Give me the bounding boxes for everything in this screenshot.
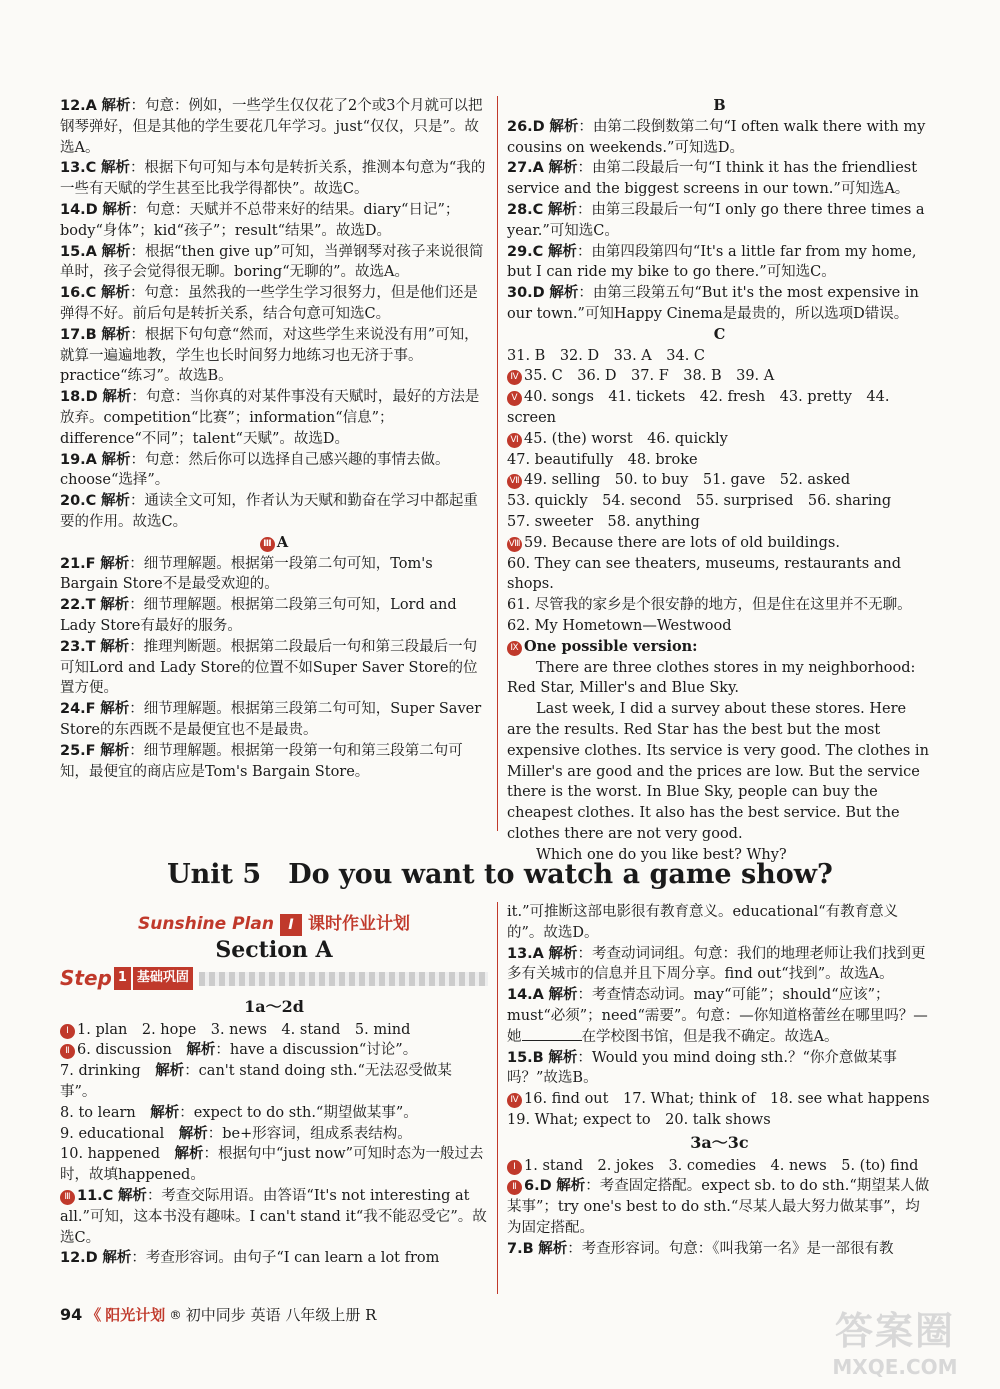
watermark-logo [820, 1300, 970, 1379]
answer-item [507, 554, 932, 596]
answer-text: 1. stand 2. jokes 3. comedies 4. news 5. (to) find [524, 1157, 919, 1174]
column-bottom-left [60, 912, 488, 1269]
explanation-label: 解析 [100, 596, 130, 614]
answer-item [60, 325, 488, 387]
subsection-title: 3a～3c [690, 1132, 749, 1152]
answer-item [507, 387, 932, 429]
section-heading [60, 533, 488, 554]
answer-text: ：根据句中“just now”可知时态为一般过去时，故填happened。 [60, 1146, 484, 1184]
answer-item [60, 1124, 488, 1145]
answer-item [507, 902, 932, 944]
answer-text: it.”可推断这部电影很有教育意义。educational“有教育意义的”。故选D。 [507, 904, 899, 941]
essay-paragraph: There are three clothes stores in my neighborhood: Red Star, Miller's and Blue Sky. [507, 659, 916, 697]
step-number: 1 [114, 967, 131, 990]
roman-badge: Ⅰ [60, 1024, 75, 1039]
answer-number: 14.A [507, 987, 544, 1004]
roman-badge: Ⅱ [507, 1180, 522, 1195]
answer-number: 18.D [60, 389, 98, 406]
section-label: B [713, 97, 726, 114]
roman-badge: Ⅲ [260, 537, 275, 552]
answer-item [60, 158, 488, 200]
answer-number: 15.B [507, 1049, 544, 1066]
roman-badge: Ⅷ [507, 537, 522, 552]
explanation-label: 解析 [100, 741, 130, 759]
answer-text: ：根据下句句意“然而，对这些学生来说没有用”可知，就算一遍遍地教，学生也长时间努力地练习也无济于事。practice“练习”。故选B。 [60, 326, 479, 385]
explanation-label: 解析 [102, 200, 132, 218]
answer-item [507, 533, 932, 554]
answer-number: 25.F [60, 742, 96, 759]
answer-item [60, 699, 488, 741]
answer-number: 13.C [60, 160, 97, 177]
answer-text: 47. beautifully 48. broke [507, 451, 698, 468]
answer-number: 13.A [507, 945, 544, 962]
answer-item [507, 616, 932, 637]
answer-number: 19.A [60, 451, 97, 468]
answer-item [60, 595, 488, 637]
brand-name: 阳光计划 [105, 1306, 166, 1324]
answer-text: 9. educational [60, 1125, 179, 1142]
answer-text: ：考查交际用语。由答语“It's not interesting at all.”可知，这本书没有趣味。I can't stand it“我不能忍受它”。故选C。 [60, 1187, 487, 1246]
answer-item [507, 283, 932, 325]
answer-text: 16. find out 17. What; think of 18. see what happens [524, 1091, 930, 1108]
answer-text: ：由第二段最后一句“I think it has the friendliest service and the biggest screens in our town.”可知选A。 [507, 160, 918, 198]
answer-text: 59. Because there are lots of old buildings. [524, 534, 840, 551]
chevron-icon: 《 [86, 1306, 102, 1324]
answer-item [507, 470, 932, 491]
answer-item [507, 595, 932, 616]
explanation-label: 解析 [100, 637, 130, 655]
answer-text: ：由第二段倒数第二句“I often walk there with my cousins on weekends.”可知选D。 [507, 118, 926, 156]
answer-text: ：考查形容词。由句子“I can learn a lot from [131, 1250, 440, 1267]
plan-mark: I [280, 914, 302, 936]
section-label: C [713, 325, 726, 343]
answer-text: ：Would you mind doing sth.？“你介意做某事吗？”故选B。 [507, 1049, 897, 1087]
book-info: 初中同步 英语 八年级上册 R [185, 1306, 377, 1324]
plan-chinese: 课时作业计划 [307, 914, 410, 934]
watermark-url: MXQE.COM [832, 1355, 958, 1379]
explanation-label: 解析 [101, 325, 131, 343]
answer-item [507, 429, 932, 450]
roman-badge: Ⅶ [507, 474, 522, 489]
bottom-left-items [60, 1020, 488, 1270]
answer-text: 45. (the) worst 46. quickly [524, 430, 728, 447]
registered-mark: ® [169, 1307, 182, 1322]
section-label: A [276, 533, 289, 551]
answer-item [60, 1040, 488, 1061]
answer-text: ：考查情态动词。may“可能”；should“应该”；must“必须”；need“需要”。句意：—你知道格蕾丝在哪里吗？—她 [507, 987, 928, 1045]
answer-number: 7.B [507, 1240, 534, 1257]
answer-item [507, 1048, 932, 1090]
explanation-label: 解析 [549, 117, 579, 135]
version-label: One possible version: [524, 637, 698, 655]
roman-badge: Ⅲ [60, 1190, 75, 1205]
step-chinese: 基础巩固 [133, 967, 193, 990]
answer-item [60, 450, 488, 492]
answer-text: ：细节理解题。根据第二段第三句可知，Lord and Lady Store有最好的服务。 [60, 597, 457, 634]
answer-text: ：由第四段第四句“It's a little far from my home, but I can ride my bike to go there.”可知选C。 [507, 243, 917, 281]
answer-item [60, 491, 488, 533]
roman-badge: Ⅱ [60, 1044, 75, 1059]
answer-item [60, 200, 488, 242]
explanation-label: 解析 [548, 986, 578, 1004]
answer-text: 6. discussion [77, 1042, 187, 1059]
answer-number: 21.F [60, 555, 96, 572]
answer-number: 6.D [524, 1178, 552, 1195]
answer-text: ：can't stand doing sth.“无法忍受做某事”。 [60, 1063, 452, 1100]
answer-text: 60. They can see theaters, museums, restaurants and shops. [507, 555, 902, 593]
explanation-label: 解析 [101, 242, 131, 260]
answer-item [507, 637, 932, 658]
answer-text: 61. 尽管我的家乡是个很安静的地方，但是住在这里并不无聊。 [507, 597, 912, 614]
answer-item [507, 450, 932, 471]
plan-english: Sunshine Plan [138, 914, 274, 934]
page-footer [60, 1304, 376, 1325]
answer-item [507, 944, 932, 986]
explanation-label: 解析 [186, 1041, 216, 1059]
answer-text: ：考查固定搭配。expect sb. to do sth.“期望某人做某事”；try one's best to do sth.“尽某人最大努力做某事”，均为固定搭配。 [507, 1178, 930, 1236]
answer-item [507, 346, 932, 367]
answer-text: 19. What; expect to 20. talk shows [507, 1111, 771, 1128]
answer-item [60, 242, 488, 284]
answer-number: 17.B [60, 326, 97, 343]
explanation-label: 解析 [556, 1177, 586, 1195]
answer-text: ：句意：天赋并不总带来好的结果。diary“日记”；body“身体”；kid“孩子”；result“结果”。故选D。 [60, 201, 460, 239]
explanation-label: 解析 [102, 388, 132, 406]
bottom-column-divider [497, 902, 498, 1294]
answer-item [60, 637, 488, 699]
explanation-label: 解析 [549, 284, 579, 302]
answer-number: 28.C [507, 201, 544, 218]
answer-text: 49. selling 50. to buy 51. gave 52. asked [524, 472, 851, 489]
answer-item [507, 491, 932, 512]
top-column-divider [497, 96, 498, 831]
answer-item [60, 283, 488, 325]
section-title: Section A [215, 937, 333, 963]
answer-text: ：句意：当你真的对某件事没有天赋时，最好的方法是放弃。competition“比赛”；information“信息”；difference“不同”；talent“天赋”。故选D。 [60, 389, 480, 447]
step-label: Step [60, 966, 112, 991]
answer-text: ：由第三段最后一句“I only go there three times a year.”可知选C。 [507, 201, 925, 239]
answer-blank [522, 1028, 582, 1041]
answer-text: 57. sweeter 58. anything [507, 513, 700, 530]
answer-item [60, 741, 488, 783]
answer-text: ：根据下句可知与本句是转折关系，推测本句意为“我的一些有天赋的学生甚至比我学得都快”。故选C。 [60, 160, 486, 198]
explanation-label: 解析 [547, 200, 577, 218]
explanation-label: 解析 [150, 1103, 180, 1121]
column-bottom-right [507, 902, 932, 1260]
answer-text: 40. songs 41. tickets 42. fresh 43. pretty 44. screen [507, 389, 890, 426]
answer-text: 62. My Hometown—Westwood [507, 617, 732, 634]
answer-text: ：考查动词词组。句意：我们的地理老师让我们找到更多有关城市的信息并且下周分享。find out“找到”。故选A。 [507, 945, 926, 983]
roman-badge: Ⅸ [507, 641, 522, 656]
explanation-label: 解析 [547, 242, 577, 260]
answer-text: 在学校图书馆，但是我不确定。故选A。 [581, 1028, 839, 1045]
sunshine-plan-banner [60, 914, 488, 936]
roman-badge: Ⅳ [507, 1093, 522, 1108]
section-heading [507, 96, 932, 117]
answer-text: ：细节理解题。根据第一段第一句和第三段第二句可知，最便宜的商店应是Tom's Bargain Store。 [60, 742, 463, 780]
answer-text: 7. drinking [60, 1063, 156, 1080]
answer-item [507, 1176, 932, 1238]
roman-badge: Ⅰ [507, 1160, 522, 1175]
explanation-label: 解析 [100, 159, 130, 177]
answer-text: ：be+形容词，组成系表结构。 [207, 1125, 412, 1142]
answer-text: ：根据“then give up”可知，当弹钢琴对孩子来说很简单时，孩子会觉得很无聊。boring“无聊的”。故选A。 [60, 243, 484, 281]
answer-item [507, 1110, 932, 1131]
answer-text: ：句意：然后你可以选择自己感兴趣的事情去做。choose“选择”。 [60, 451, 450, 489]
answer-text: ：expect to do sth.“期望做某事”。 [179, 1104, 418, 1121]
answer-text: ：考查形容词。句意：《叫我第一名》是一部很有教 [567, 1240, 894, 1257]
subsection-title-1: 1a～2d [244, 996, 304, 1016]
unit-title: Unit 5 Do you want to watch a game show? [167, 859, 833, 890]
page-number: 94 [60, 1305, 83, 1324]
roman-badge: Ⅴ [507, 391, 522, 406]
answer-item [60, 96, 488, 158]
answer-item [507, 1156, 932, 1177]
answer-item [60, 1020, 488, 1041]
step-banner [60, 967, 488, 991]
column-top-left [60, 96, 488, 782]
answer-item [60, 1144, 488, 1186]
answer-item [60, 554, 488, 596]
explanation-label: 解析 [538, 1239, 568, 1257]
essay-paragraph: Last week, I did a survey about these stores. Here are the results. Red Star has the best but the most expensive clothes. Its service is very good. The clothes in Miller's are good and the prices are low. But the service there is the worst. In Blue Sky, people can buy the cheapest clothes. It also has the best service. But the clothes there are not very good. [507, 701, 929, 842]
answer-number: 11.C [77, 1187, 114, 1204]
explanation-label: 解析 [100, 492, 130, 510]
answer-text: ：句意：虽然我的一些学生学习很努力，但是他们还是弹得不好。前后句是转折关系，结合句意可知选C。 [60, 285, 478, 322]
answer-number: 12.D [60, 1250, 98, 1267]
answer-text: ：句意：例如，一些学生仅仅花了2个或3个月就可以把钢琴弹好，但是其他的学生要花几年学习。just“仅仅，只是”。故选A。 [60, 98, 483, 156]
explanation-label: 解析 [101, 450, 131, 468]
answer-item [507, 512, 932, 533]
explanation-label: 解析 [548, 1048, 578, 1066]
answer-item [60, 1103, 488, 1124]
answer-number: 20.C [60, 493, 97, 510]
answer-item [60, 1186, 488, 1248]
answer-text: ：推理判断题。根据第二段最后一句和第三段最后一句可知Lord and Lady Store的位置不如Super Saver Store的位置方便。 [60, 638, 478, 697]
answer-number: 26.D [507, 118, 545, 135]
explanation-label: 解析 [100, 284, 130, 302]
section-heading [507, 325, 932, 346]
answer-item [507, 117, 932, 159]
answer-text: 53. quickly 54. second 55. surprised 56. sharing [507, 493, 892, 510]
answer-number: 16.C [60, 285, 97, 302]
answer-number: 29.C [507, 243, 544, 260]
answer-text: 1. plan 2. hope 3. news 4. stand 5. mind [77, 1021, 411, 1038]
watermark-text: 答案圈 [834, 1309, 955, 1353]
explanation-label: 解析 [155, 1062, 185, 1080]
answer-number: 23.T [60, 638, 96, 655]
answer-item [507, 1239, 932, 1260]
answer-number: 22.T [60, 597, 96, 614]
answer-number: 24.F [60, 701, 96, 718]
explanation-label: 解析 [548, 944, 578, 962]
explanation-label: 解析 [174, 1145, 204, 1163]
answer-number: 27.A [507, 160, 544, 177]
explanation-label: 解析 [100, 700, 130, 718]
answer-text: ：have a discussion“讨论”。 [215, 1042, 418, 1059]
answer-text: 35. C 36. D 37. F 38. B 39. A [524, 368, 775, 385]
answer-number: 15.A [60, 243, 97, 260]
answer-text: ：细节理解题。根据第一段第二句可知，Tom's Bargain Store不是最受欢迎的。 [60, 555, 433, 593]
roman-badge: Ⅳ [507, 370, 522, 385]
answer-item [507, 158, 932, 200]
roman-badge: Ⅵ [507, 433, 522, 448]
answer-number: 14.D [60, 201, 98, 218]
explanation-label: 解析 [100, 554, 130, 572]
explanation-label: 解析 [101, 97, 131, 114]
answer-item [60, 387, 488, 449]
column-top-right [507, 96, 932, 865]
answer-item [507, 242, 932, 284]
answer-number: 30.D [507, 285, 545, 302]
essay-paragraph: Which one do you like best? Why? [536, 846, 787, 863]
answer-item [507, 200, 932, 242]
answer-number: 12.A [60, 98, 97, 114]
answer-item [507, 366, 932, 387]
answer-item [60, 1061, 488, 1103]
answer-item [507, 1089, 932, 1110]
answer-text: 10. happened [60, 1146, 175, 1163]
answer-item [60, 1248, 488, 1269]
answer-text: ：通读全文可知，作者认为天赋和勤奋在学习中都起重要的作用。故选C。 [60, 493, 478, 530]
answer-text: 31. B 32. D 33. A 34. C [507, 347, 706, 364]
answer-text: ：细节理解题。根据第三段第二句可知，Super Saver Store的东西既不是最便宜也不是最贵。 [60, 701, 482, 738]
step-decoration [199, 972, 488, 986]
answer-item [507, 985, 932, 1047]
explanation-label: 解析 [548, 159, 578, 177]
answer-text: 8. to learn [60, 1104, 151, 1121]
explanation-label: 解析 [117, 1186, 147, 1204]
answer-text: ：由第三段第五句“But it's the most expensive in our town.”可知Happy Cinema是最贵的，所以选项D错误。 [507, 285, 919, 322]
explanation-label: 解析 [102, 1249, 132, 1267]
explanation-label: 解析 [178, 1124, 208, 1142]
